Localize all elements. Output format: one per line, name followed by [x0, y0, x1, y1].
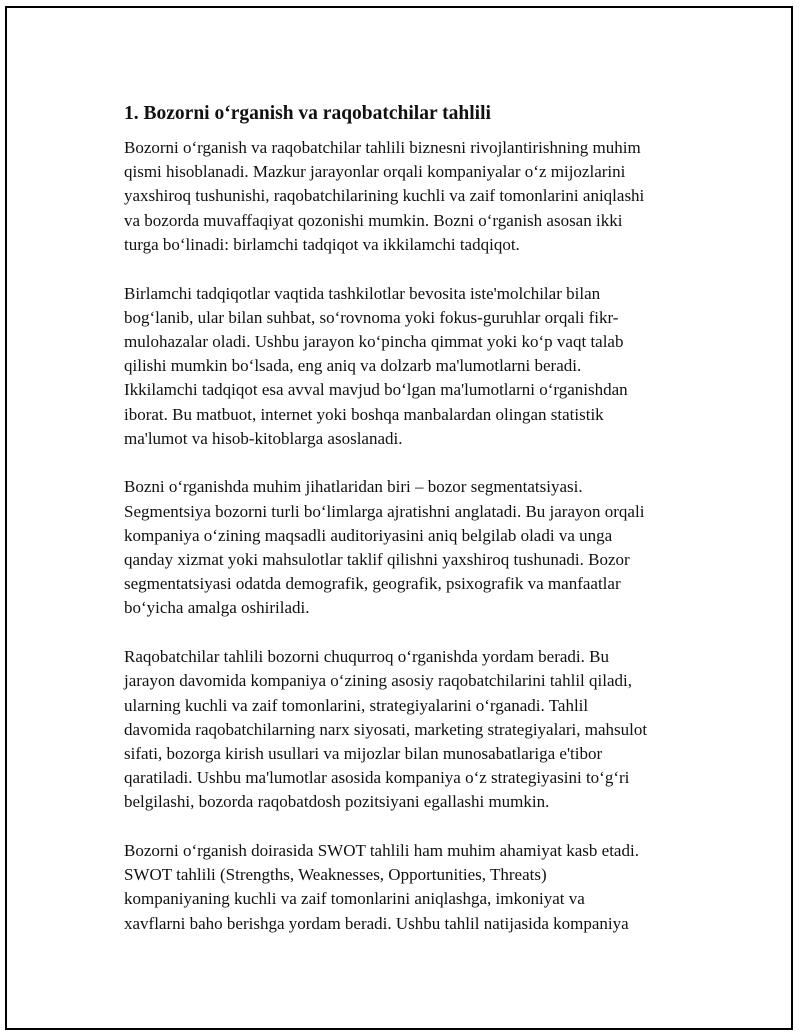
- text-line: xavflarni baho berishga yordam beradi. Ushbu tahlil natijasida kompaniya: [124, 913, 629, 933]
- text-line: Birlamchi tadqiqotlar vaqtida tashkilotlar bevosita iste'molchilar bilan: [124, 283, 601, 303]
- text-line: qilishi mumkin bo‘lsada, eng aniq va dolzarb ma'lumotlarni beradi.: [124, 356, 582, 376]
- text-line: Raqobatchilar tahlili bozorni chuqurroq o‘rganishda yordam beradi. Bu: [124, 647, 609, 667]
- text-line: kompaniya o‘zining maqsadli auditoriyasini aniq belgilab oladi va unga: [124, 525, 613, 545]
- text-line: Bozorni o‘rganish doirasida SWOT tahlili ham muhim ahamiyat kasb etadi.: [124, 841, 639, 861]
- text-line: bo‘yicha amalga oshiriladi.: [124, 598, 310, 618]
- text-line: bog‘lanib, ular bilan suhbat, so‘rovnoma yoki fokus-guruhlar orqali fikr-: [124, 307, 619, 327]
- paragraph: [124, 282, 709, 451]
- text-line: jarayon davomida kompaniya o‘zining asosiy raqobatchilarini tahlil qiladi,: [124, 671, 632, 691]
- text-line: davomida raqobatchilarning narx siyosati, marketing strategiyalari, mahsulot: [124, 719, 648, 739]
- text-line: Ikkilamchi tadqiqot esa avval mavjud bo‘lgan ma'lumotlarni o‘rganishdan: [124, 380, 628, 400]
- text-line: Bozni o‘rganishda muhim jihatlaridan biri – bozor segmentatsiyasi.: [124, 477, 583, 497]
- text-line: mulohazalar oladi. Ushbu jarayon ko‘pincha qimmat yoki ko‘p vaqt talab: [124, 331, 624, 351]
- text-line: ma'lumot va hisob-kitoblarga asoslanadi.: [124, 428, 403, 448]
- text-line: qanday xizmat yoki mahsulotlar taklif qilishni yaxshiroq tushunadi. Bozor: [124, 550, 630, 570]
- text-line: yaxshiroq tushunishi, raqobatchilarining kuchli va zaif tomonlarini aniqlashi: [124, 186, 645, 206]
- text-line: qaratiladi. Ushbu ma'lumotlar asosida kompaniya o‘z strategiyasini to‘g‘ri: [124, 768, 630, 788]
- paragraphs: [119, 136, 709, 936]
- section-heading: 1. Bozorni o‘rganish va raqobatchilar tahlili: [124, 103, 491, 124]
- text-line: SWOT tahlili (Strengths, Weaknesses, Opportunities, Threats): [124, 865, 547, 885]
- text-line: qismi hisoblanadi. Mazkur jarayonlar orqali kompaniyalar o‘z mijozlarini: [124, 162, 626, 182]
- text-line: segmentatsiyasi odatda demografik, geografik, psixografik va manfaatlar: [124, 574, 621, 594]
- document-body: [119, 102, 709, 960]
- text-line: sifati, bozorga kirish usullari va mijozlar bilan munosabatlariga e'tibor: [124, 743, 603, 763]
- text-line: turga bo‘linadi: birlamchi tadqiqot va ikkilamchi tadqiqot.: [124, 234, 520, 254]
- text-line: ularning kuchli va zaif tomonlarini, strategiyalarini o‘rganadi. Tahlil: [124, 695, 589, 715]
- paragraph: [124, 475, 709, 620]
- text-line: iborat. Bu matbuot, internet yoki boshqa manbalardan olingan statistik: [124, 404, 604, 424]
- text-line: belgilashi, bozorda raqobatdosh pozitsiyani egallashi mumkin.: [124, 792, 550, 812]
- text-line: kompaniyaning kuchli va zaif tomonlarini aniqlashga, imkoniyat va: [124, 889, 585, 909]
- text-line: Bozorni o‘rganish va raqobatchilar tahlili biznesni rivojlantirishning muhim: [124, 138, 641, 157]
- paragraph: [124, 645, 709, 814]
- paragraph: [124, 136, 709, 257]
- paragraph: [124, 839, 709, 936]
- text-line: va bozorda muvaffaqiyat qozonishi mumkin. Bozni o‘rganish asosan ikki: [124, 210, 623, 230]
- page-frame: [5, 6, 793, 1030]
- text-line: Segmentsiya bozorni turli bo‘limlarga ajratishni anglatadi. Bu jarayon orqali: [124, 501, 645, 521]
